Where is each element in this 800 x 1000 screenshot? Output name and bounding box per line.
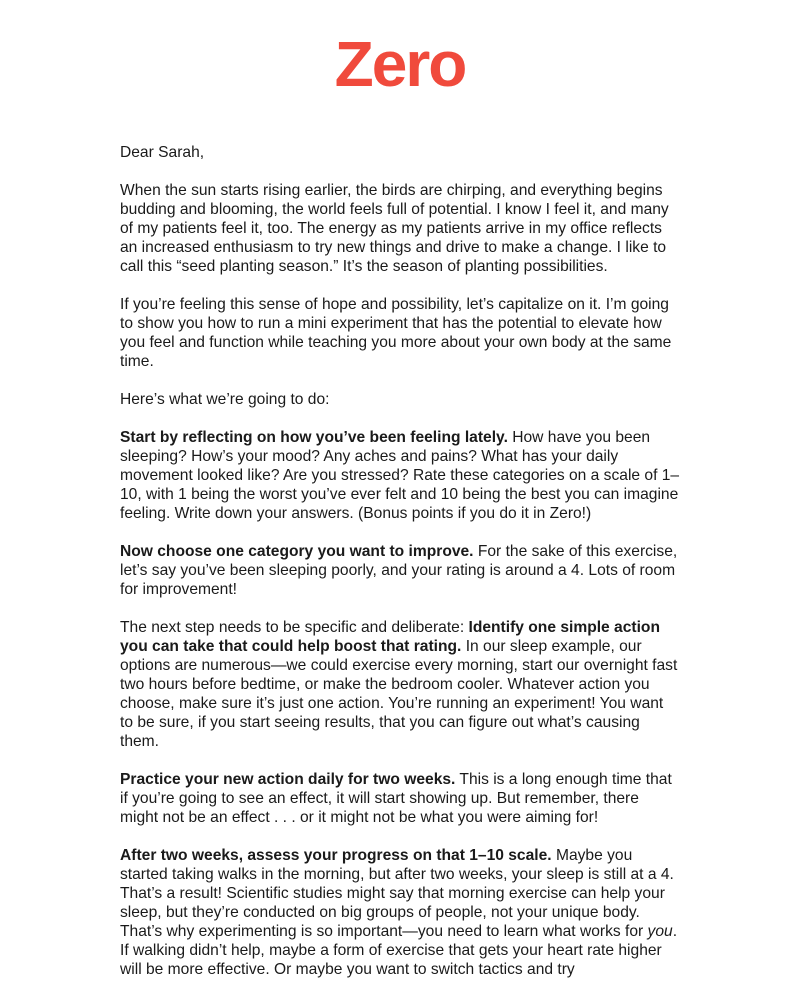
- email-header: [0, 0, 800, 120]
- step-reflect: [120, 428, 680, 523]
- zero-logo[interactable]: Zero: [334, 28, 466, 100]
- paragraph-plan: Here’s what we’re going to do:: [120, 391, 330, 408]
- step-identify: [120, 618, 680, 751]
- paragraph-intro: When the sun starts rising earlier, the birds are chirping, and everything begins budding and blooming, the world feels full of potential. I know I feel it, and many of my patients feel it, too. The energy as my patients arrive in my office reflects an increased enthusiasm to try new things and drive to make a change. I like to call this “seed planting season.” It’s the season of planting possibilities.: [120, 182, 669, 275]
- step-assess-emphasis: you: [647, 923, 673, 940]
- step-reflect-heading: Start by reflecting on how you’ve been feeling lately.: [120, 429, 508, 446]
- step-practice-text: This is a long enough time that if you’re going to see an effect, it will start showing up. But remember, there might not be an effect . . . or it might not be what you were aiming for!: [120, 771, 672, 826]
- step-assess-heading: After two weeks, assess your progress on that 1–10 scale.: [120, 847, 552, 864]
- step-choose-heading: Now choose one category you want to improve.: [120, 543, 474, 560]
- paragraph-experiment: If you’re feeling this sense of hope and possibility, let’s capitalize on it. I’m going to show you how to run a mini experiment that has the potential to elevate how you feel and function while teaching you more about your own body at the same time.: [120, 296, 672, 370]
- step-identify-intro: The next step needs to be specific and deliberate:: [120, 619, 469, 636]
- step-assess-text-a: Maybe you started taking walks in the morning, but after two weeks, your sleep is still at a 4. That’s a result! Scientific studies might say that morning exercise can help your sleep, but they’re conducted on big groups of people, not your unique body. That’s why experimenting is so important—you need to learn what works for: [120, 847, 674, 940]
- step-identify-heading: Identify one simple action you can take that could help boost that rating.: [120, 619, 660, 655]
- step-assess-text-b: . If walking didn’t help, maybe a form of exercise that gets your heart rate higher will be more effective. Or maybe you want to switch tactics and try: [120, 923, 678, 978]
- step-choose: [120, 542, 680, 599]
- step-choose-text: For the sake of this exercise, let’s say you’ve been sleeping poorly, and your rating is around a 4. Lots of room for improvement!: [120, 543, 678, 598]
- email-body: [120, 143, 680, 998]
- step-identify-text: In our sleep example, our options are numerous—we could exercise every morning, start our overnight fast two hours before bedtime, or make the bedroom cooler. Whatever action you choose, make sure it’s just one action. You’re running an experiment! You want to be sure, if you start seeing results, that you can figure out what’s causing them.: [120, 638, 678, 750]
- greeting: Dear Sarah,: [120, 144, 205, 161]
- step-practice: [120, 770, 680, 827]
- step-reflect-text: How have you been sleeping? How’s your mood? Any aches and pains? What has your daily movement looked like? Are you stressed? Rate these categories on a scale of 1–10, with 1 being the worst you’ve ever felt and 10 being the best you can imagine feeling. Write down your answers. (Bonus points if you do it in Zero!): [120, 429, 680, 522]
- step-practice-heading: Practice your new action daily for two weeks.: [120, 771, 456, 788]
- step-assess: [120, 846, 680, 979]
